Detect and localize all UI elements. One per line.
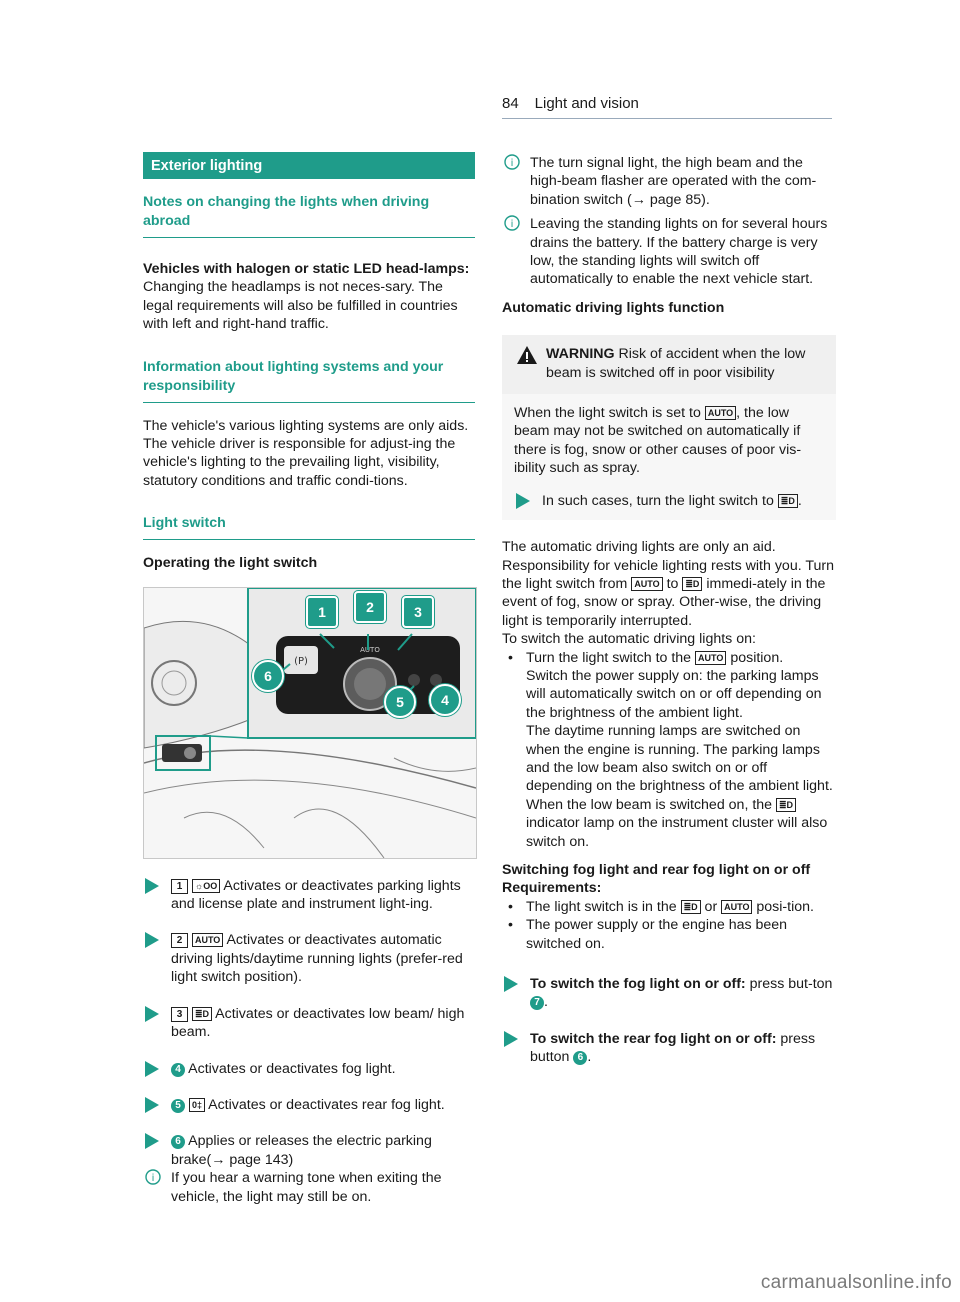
bullet-dot: • (508, 917, 513, 934)
callout-6: 6 (252, 660, 284, 692)
step-arrow-icon (143, 1094, 165, 1116)
subheading-responsibility: Information about lighting systems and your responsibility (143, 358, 475, 403)
warning-step: In such cases, turn the light switch to ≣D . (514, 492, 824, 510)
left-column (143, 152, 475, 1206)
callout-1: 1 (306, 596, 338, 628)
switch-items (143, 877, 475, 1206)
note-turn-signal: i The turn signal light, the high beam and the high-beam flasher are operated with the com-bination switch (→ page 85). (502, 154, 836, 209)
warning-triangle-icon (516, 345, 538, 365)
step-arrow-icon (143, 1003, 165, 1025)
section-title: Exterior lighting (143, 152, 475, 179)
info-icon (504, 154, 520, 170)
callout-2: 2 (354, 591, 386, 623)
page-header (502, 95, 832, 113)
warning-heading: WARNING Risk of accident when the low beam is switched off in poor visibility (514, 345, 824, 382)
paragraph-switch-on: To switch the automatic driving lights on: (502, 631, 756, 648)
auto-title: Automatic driving lights function (502, 299, 725, 316)
callout-4: 4 (429, 684, 461, 716)
note-standing-lights: i Leaving the standing lights on for several hours drains the battery. If the battery charge is very low, the standing lights will switch off automatically to enable the next vehicle start. (502, 215, 836, 289)
item-6: 6 Applies or releases the electric parking brake(→ page 143) (143, 1132, 475, 1169)
svg-text:i: i (151, 1173, 155, 1185)
step-arrow-icon (143, 1130, 165, 1152)
item-2: 2 AUTO Activates or deactivates automatic driving lights/daytime running lights (prefer-red light switch position). (143, 931, 475, 986)
fog-title: Switching fog light and rear fog light on or off (502, 862, 811, 878)
dashboard-illustration (144, 588, 476, 858)
subheading-abroad: Notes on changing the lights when driving abroad (143, 193, 475, 238)
callout-3: 3 (402, 596, 434, 628)
info-icon (504, 215, 520, 231)
page-number: 84 (502, 95, 519, 112)
bullet-dot: • (508, 898, 513, 915)
req-1: • The light switch is in the ≣D or AUTO posi-tion. (508, 898, 814, 915)
light-switch-figure (143, 587, 477, 859)
step-arrow-icon (143, 875, 165, 897)
item-1: 1 ☼OO Activates or deactivates parking lights and license plate and instrument light-ing. (143, 877, 475, 914)
bullet-dot: • (508, 649, 513, 666)
step-arrow-icon (514, 490, 536, 512)
page-title: Light and vision (534, 95, 639, 112)
watermark: carmanualsonline.info (760, 1271, 952, 1293)
item-3: 3 ≣D Activates or deactivates low beam/ high beam. (143, 1005, 475, 1042)
svg-text:i: i (510, 158, 514, 169)
step-arrow-icon (143, 1058, 165, 1080)
right-column (502, 154, 836, 1067)
header-rule (502, 118, 832, 119)
subheading-light-switch: Light switch (143, 514, 475, 540)
step-arrow-icon (143, 929, 165, 951)
paragraph-halogen: Vehicles with halogen or static LED head-lamps: Changing the headlamps is not neces-sary. The legal requirements will also be fulfilled in countries with left and right-hand traffic. (143, 261, 470, 333)
warning-body: When the light switch is set to AUTO , the low beam may not be switched on automatically if there is fog, snow or other causes of poor vis-ibility such as spray. (514, 405, 802, 477)
note-warning-tone: i If you hear a warning tone when exiting the vehicle, the light may still be on. (143, 1169, 475, 1206)
requirements-title: Requirements: (502, 880, 602, 897)
paragraph-aid: The automatic driving lights are only an aid. Responsibility for vehicle lighting rests with you. Turn the light switch from AUTO to ≣D immedi-ately in the event of fog, snow or spray. Other-wise, the driving light is temporarily interrupted. (502, 539, 834, 629)
callout-5: 5 (384, 686, 416, 718)
step-fog-light: To switch the fog light on or off: press but-ton 7 . (502, 975, 836, 1012)
item-4: 4 Activates or deactivates fog light. (143, 1060, 475, 1078)
svg-text:AUTO: AUTO (360, 645, 380, 654)
warning-box (502, 335, 836, 520)
paragraph-responsibility: The vehicle's various lighting systems are only aids. The vehicle driver is responsible for adjust-ing the vehicle's lighting to the prevailing light, visibility, statutory conditions and traffic condi-tions. (143, 417, 469, 489)
bullet-auto-position: • Turn the light switch to the AUTO position. Switch the power supply on: the parking lamps will automatically switch on or off depending on the brightness of the ambient light. The daytime running lamps are switched on when the engine is running. The parking lamps and the low beam also switch on or off depending on the brightness of the ambient light. When the low beam is switched on, the ≣D indicator lamp on the instrument cluster will also switch on. (508, 649, 833, 850)
svg-text:i: i (510, 219, 514, 231)
step-arrow-icon (502, 1028, 524, 1050)
svg-text:(P): (P) (294, 655, 308, 667)
info-icon (145, 1169, 161, 1185)
req-2: • The power supply or the engine has been switched on. (508, 917, 788, 952)
step-arrow-icon (502, 973, 524, 995)
step-rear-fog-light: To switch the rear fog light on or off: press button 6 . (502, 1030, 836, 1067)
item-5: 5 0‡ Activates or deactivates rear fog light. (143, 1096, 475, 1114)
operating-title: Operating the light switch (143, 555, 318, 572)
